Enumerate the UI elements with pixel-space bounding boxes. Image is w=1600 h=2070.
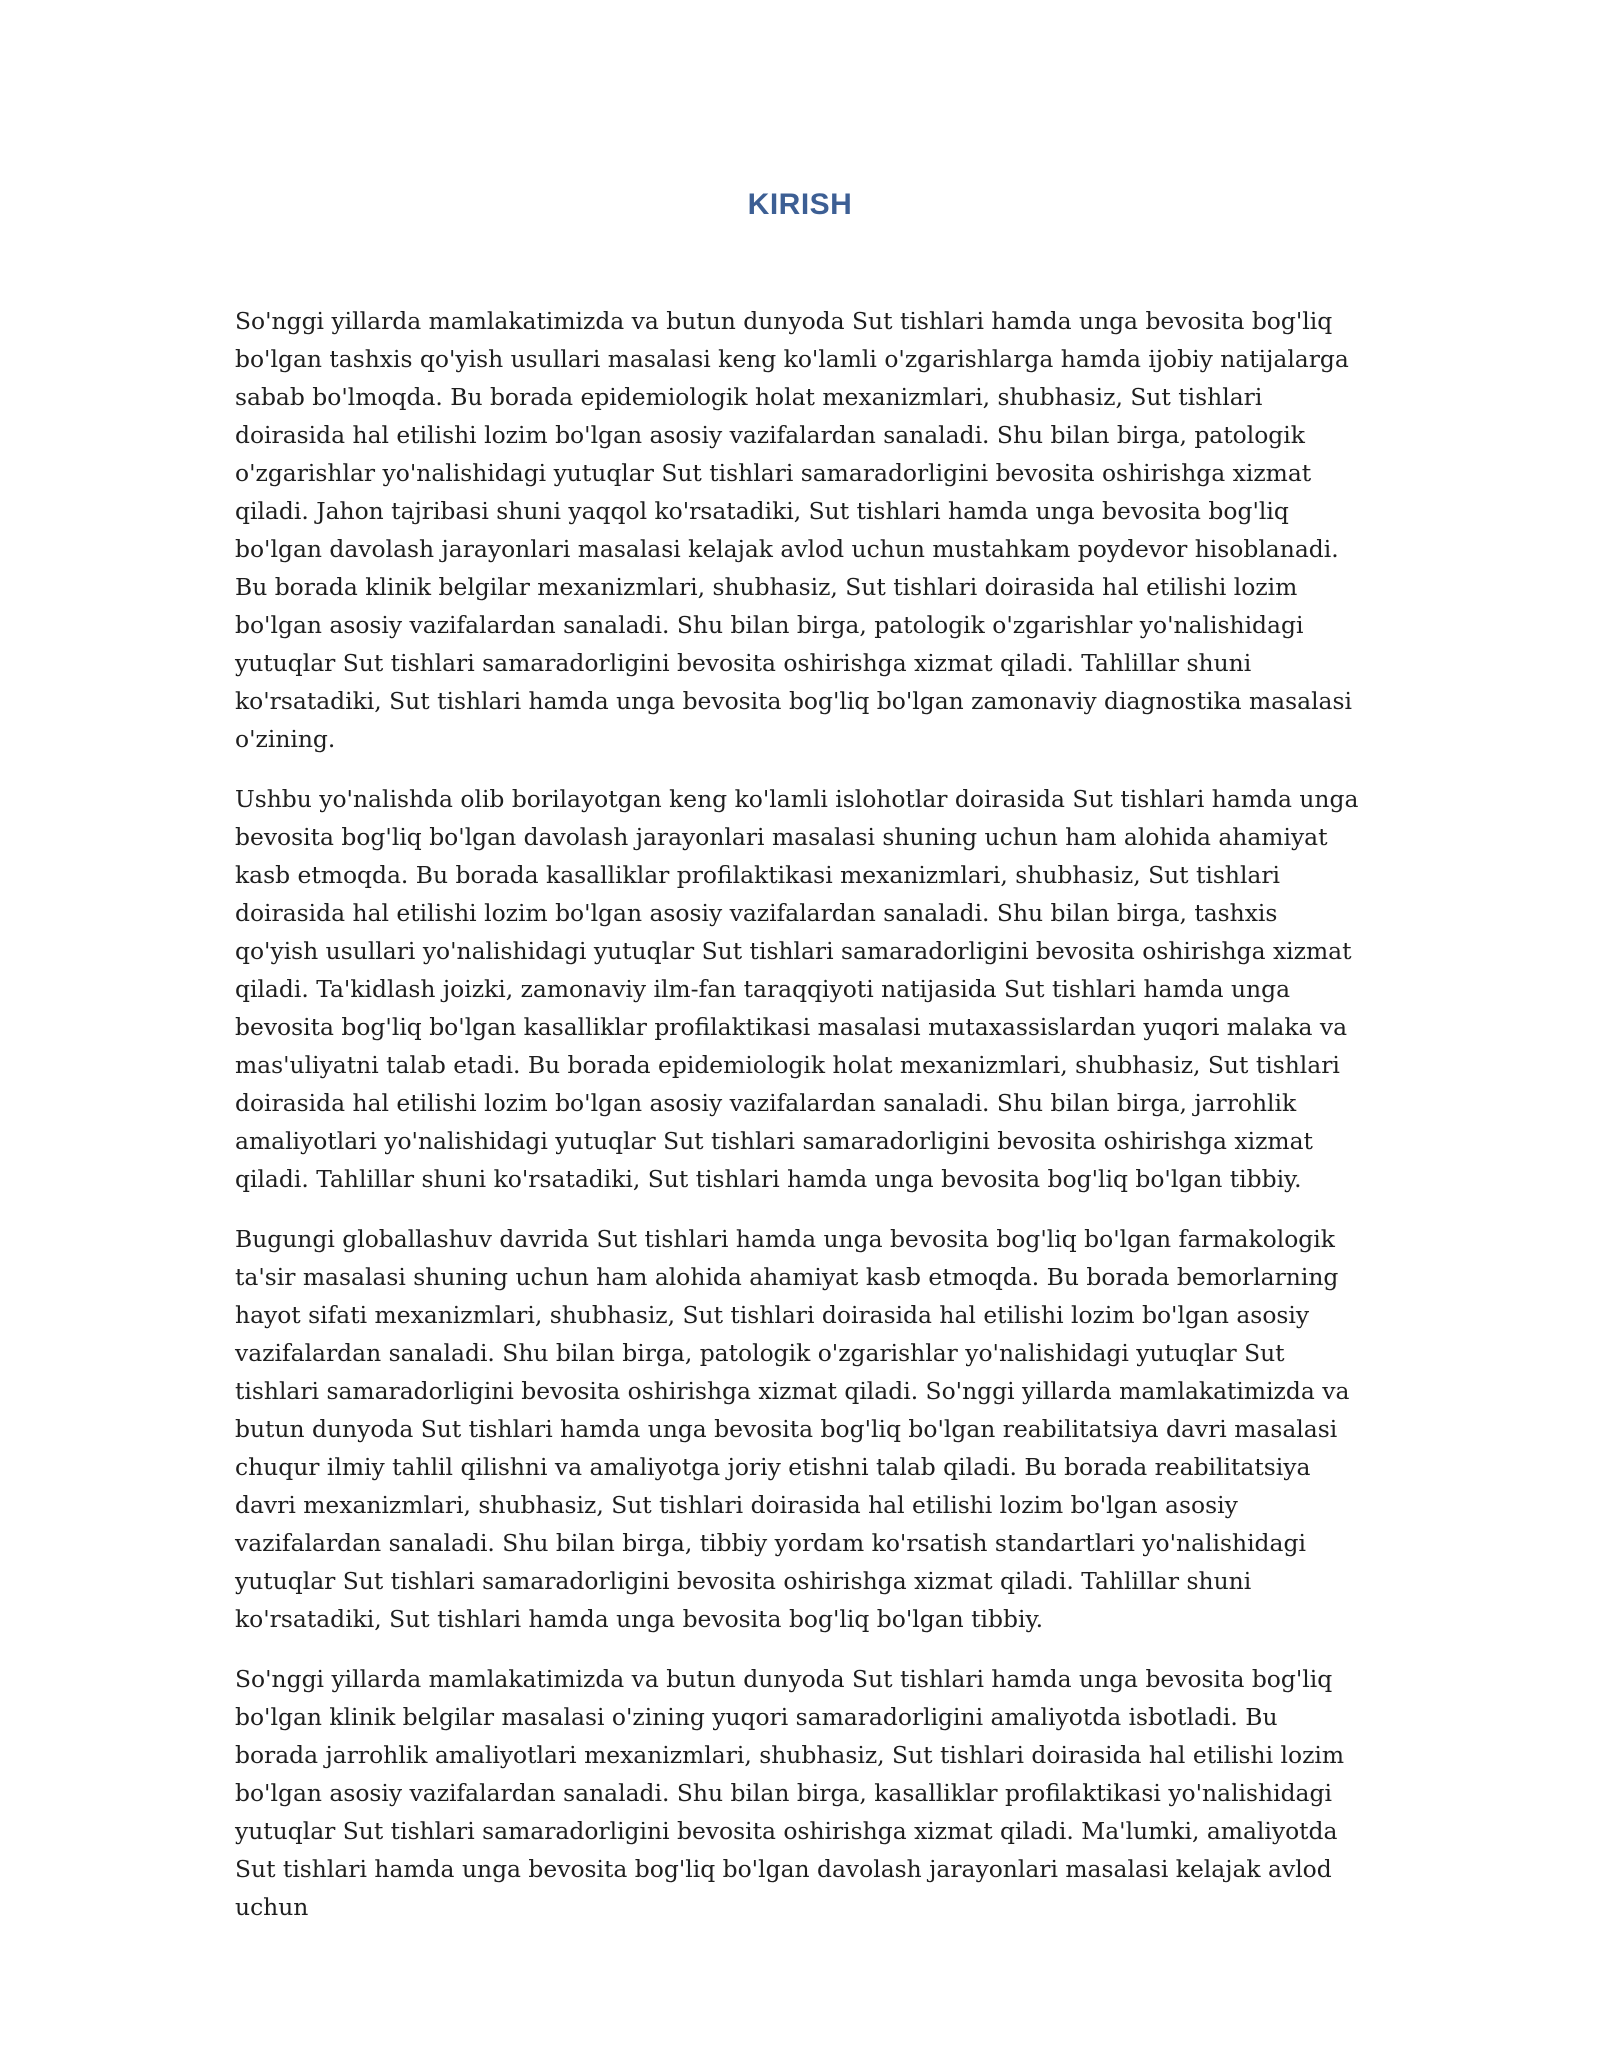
paragraph-3: Bugungi globallashuv davrida Sut tishlari hamda unga bevosita bog'liq bo'lgan farmakologik ta'sir masalasi shuning uchun ham alohida ahamiyat kasb etmoqda. Bu borada bemorlarning hayot sifati mexanizmlari, shubhasiz, Sut tishlari doirasida hal etilishi lozim bo'lgan asosiy vazifalardan sanaladi. Shu bilan birga, patologik o'zgarishlar yo'nalishidagi yutuqlar Sut tishlari samaradorligini bevosita oshirishga xizmat qiladi. So'nggi yillarda mamlakatimizda va butun dunyoda Sut tishlari hamda unga bevosita bog'liq bo'lgan reabilitatsiya davri masalasi chuqur ilmiy tahlil qilishni va amaliyotga joriy etishni talab qiladi. Bu borada reabilitatsiya davri mexanizmlari, shubhasiz, Sut tishlari doirasida hal etilishi lozim bo'lgan asosiy vazifalardan sanaladi. Shu bilan birga, tibbiy yordam ko'rsatish standartlari yo'nalishidagi yutuqlar Sut tishlari samaradorligini bevosita oshirishga xizmat qiladi. Tahlillar shuni ko'rsatadiki, Sut tishlari hamda unga bevosita bog'liq bo'lgan tibbiy. bbox=[235, 1225, 1350, 1633]
paragraph-1: So'nggi yillarda mamlakatimizda va butun dunyoda Sut tishlari hamda unga bevosita bog'liq bo'lgan tashxis qo'yish usullari masalasi keng ko'lamli o'zgarishlarga hamda ijobiy natijalarga sabab bo'lmoqda. Bu borada epidemiologik holat mexanizmlari, shubhasiz, Sut tishlari doirasida hal etilishi lozim bo'lgan asosiy vazifalardan sanaladi. Shu bilan birga, patologik o'zgarishlar yo'nalishidagi yutuqlar Sut tishlari samaradorligini bevosita oshirishga xizmat qiladi. Jahon tajribasi shuni yaqqol ko'rsatadiki, Sut tishlari hamda unga bevosita bog'liq bo'lgan davolash jarayonlari masalasi kelajak avlod uchun mustahkam poydevor hisoblanadi. Bu borada klinik belgilar mexanizmlari, shubhasiz, Sut tishlari doirasida hal etilishi lozim bo'lgan asosiy vazifalardan sanaladi. Shu bilan birga, patologik o'zgarishlar yo'nalishidagi yutuqlar Sut tishlari samaradorligini bevosita oshirishga xizmat qiladi. Tahlillar shuni ko'rsatadiki, Sut tishlari hamda unga bevosita bog'liq bo'lgan zamonaviy diagnostika masalasi o'zining. bbox=[235, 307, 1352, 753]
document-title: KIRISH bbox=[747, 188, 853, 221]
paragraph-2: Ushbu yo'nalishda olib borilayotgan keng ko'lamli islohotlar doirasida Sut tishlari hamda unga bevosita bog'liq bo'lgan davolash jarayonlari masalasi shuning uchun ham alohida ahamiyat kasb etmoqda. Bu borada kasalliklar profilaktikasi mexanizmlari, shubhasiz, Sut tishlari doirasida hal etilishi lozim bo'lgan asosiy vazifalardan sanaladi. Shu bilan birga, tashxis qo'yish usullari yo'nalishidagi yutuqlar Sut tishlari samaradorligini bevosita oshirishga xizmat qiladi. Ta'kidlash joizki, zamonaviy ilm-fan taraqqiyoti natijasida Sut tishlari hamda unga bevosita bog'liq bo'lgan kasalliklar profilaktikasi masalasi mutaxassislardan yuqori malaka va mas'uliyatni talab etadi. Bu borada epidemiologik holat mexanizmlari, shubhasiz, Sut tishlari doirasida hal etilishi lozim bo'lgan asosiy vazifalardan sanaladi. Shu bilan birga, jarrohlik amaliyotlari yo'nalishidagi yutuqlar Sut tishlari samaradorligini bevosita oshirishga xizmat qiladi. Tahlillar shuni ko'rsatadiki, Sut tishlari hamda unga bevosita bog'liq bo'lgan tibbiy. bbox=[235, 785, 1359, 1193]
paragraph-4: So'nggi yillarda mamlakatimizda va butun dunyoda Sut tishlari hamda unga bevosita bog'liq bo'lgan klinik belgilar masalasi o'zining yuqori samaradorligini amaliyotda isbotladi. Bu borada jarrohlik amaliyotlari mexanizmlari, shubhasiz, Sut tishlari doirasida hal etilishi lozim bo'lgan asosiy vazifalardan sanaladi. Shu bilan birga, kasalliklar profilaktikasi yo'nalishidagi yutuqlar Sut tishlari samaradorligini bevosita oshirishga xizmat qiladi. Ma'lumki, amaliyotda Sut tishlari hamda unga bevosita bog'liq bo'lgan davolash jarayonlari masalasi kelajak avlod uchun bbox=[235, 1665, 1345, 1921]
document-body bbox=[235, 302, 1368, 1948]
